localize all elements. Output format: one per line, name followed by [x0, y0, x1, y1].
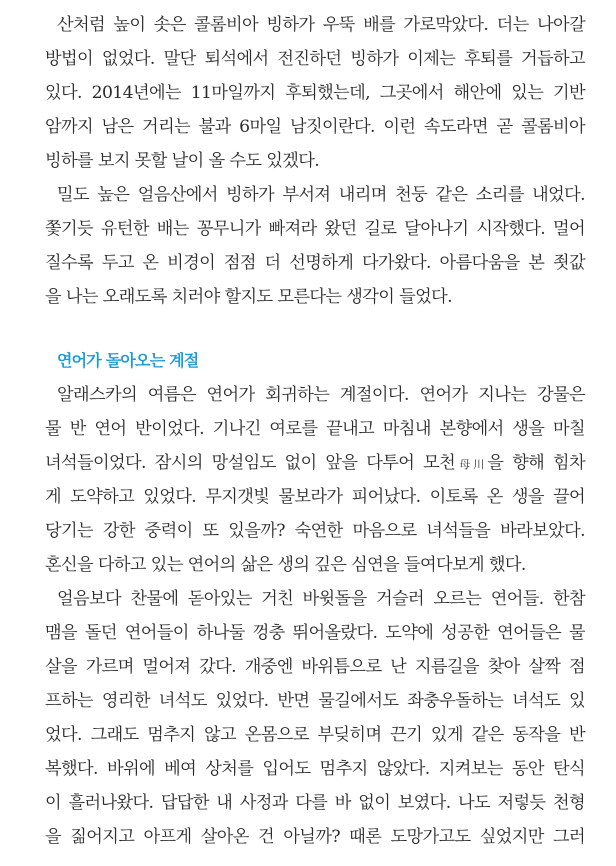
text-line: 쫓기듯 유턴한 배는 꽁무니가 빠져라 왔던 길로 달아나기 시작했다. 멀어	[45, 219, 585, 239]
text-line: 었다. 그래도 멈추지 않고 온몸으로 부딪히며 끈기 있게 같은 동작을 반	[45, 725, 585, 745]
paragraph-salmon-season	[45, 378, 585, 582]
section-heading: 연어가 돌아오는 계절	[57, 351, 199, 370]
text-segment: 을 향해 힘차	[487, 453, 586, 473]
paragraph-colombia-glacier	[45, 8, 585, 178]
paragraph-salmon-leaping	[45, 582, 585, 854]
text-line: 맴을 돌던 연어들이 하나둘 껑충 뛰어올랐다. 도약에 성공한 연어들은 물	[45, 623, 585, 643]
hanja-annotation: 母川	[455, 458, 488, 471]
section-spacer	[45, 314, 585, 344]
text-line: 암까지 남은 거리는 불과 6마일 남짓이란다. 이런 속도라면 곧 콜롬비아	[45, 117, 585, 137]
text-line: 빙하를 보지 못할 날이 올 수도 있겠다.	[45, 151, 320, 171]
text-line: 을 짊어지고 아프게 살아온 건 아닐까? 때론 도망가고도 싶었지만 그러	[45, 827, 585, 847]
text-line: 이 흘러나왔다. 답답한 내 사정과 다를 바 없이 보였다. 나도 저렇듯 천형	[45, 793, 585, 813]
text-line: 물 반 연어 반이었다. 기나긴 여로를 끝내고 마침내 본향에서 생을 마칠	[45, 419, 585, 439]
text-line: 방법이 없었다. 말단 퇴석에서 전진하던 빙하가 이제는 후퇴를 거듭하고	[45, 49, 585, 69]
text-line: 밀도 높은 얼음산에서 빙하가 부서져 내리며 천둥 같은 소리를 내었다.	[57, 185, 585, 205]
text-line	[45, 446, 585, 480]
text-line: 살을 가르며 멀어져 갔다. 개중엔 바위틈으로 난 지름길을 찾아 살짝 점	[45, 657, 585, 677]
text-line: 당기는 강한 중력이 또 있을까? 숙연한 마음으로 녀석들을 바라보았다.	[45, 521, 585, 541]
text-line: 을 나는 오래도록 치러야 할지도 모른다는 생각이 들었다.	[45, 287, 452, 307]
document-page	[45, 8, 585, 854]
text-line: 게 도약하고 있었다. 무지갯빛 물보라가 피어났다. 이토록 온 생을 끌어	[45, 487, 585, 507]
text-line: 혼신을 다하고 있는 연어의 삶은 생의 깊은 심연을 들여다보게 했다.	[45, 555, 526, 575]
text-line: 산처럼 높이 솟은 콜롬비아 빙하가 우뚝 배를 가로막았다. 더는 나아갈	[57, 15, 585, 35]
text-line: 얼음보다 찬물에 돋아있는 거친 바윗돌을 거슬러 오르는 연어들. 한참	[57, 589, 585, 609]
text-line: 질수록 두고 온 비경이 점점 더 선명하게 다가왔다. 아름다움을 본 죗값	[45, 253, 585, 273]
paragraph-glacier-retreat	[45, 178, 585, 314]
text-line: 복했다. 바위에 베여 상처를 입어도 멈추지 않았다. 지켜보는 동안 탄식	[45, 759, 585, 779]
text-line: 프하는 영리한 녀석도 있었다. 반면 물길에서도 좌충우돌하는 녀석도 있	[45, 691, 585, 711]
text-line: 있다. 2014년에는 11마일까지 후퇴했는데, 그곳에서 해안에 있는 기반	[45, 83, 585, 103]
text-segment: 녀석들이었다. 잠시의 망설임도 없이 앞을 다투어 모천	[45, 453, 456, 473]
text-line: 알래스카의 여름은 연어가 회귀하는 계절이다. 연어가 지나는 강물은	[57, 385, 585, 405]
